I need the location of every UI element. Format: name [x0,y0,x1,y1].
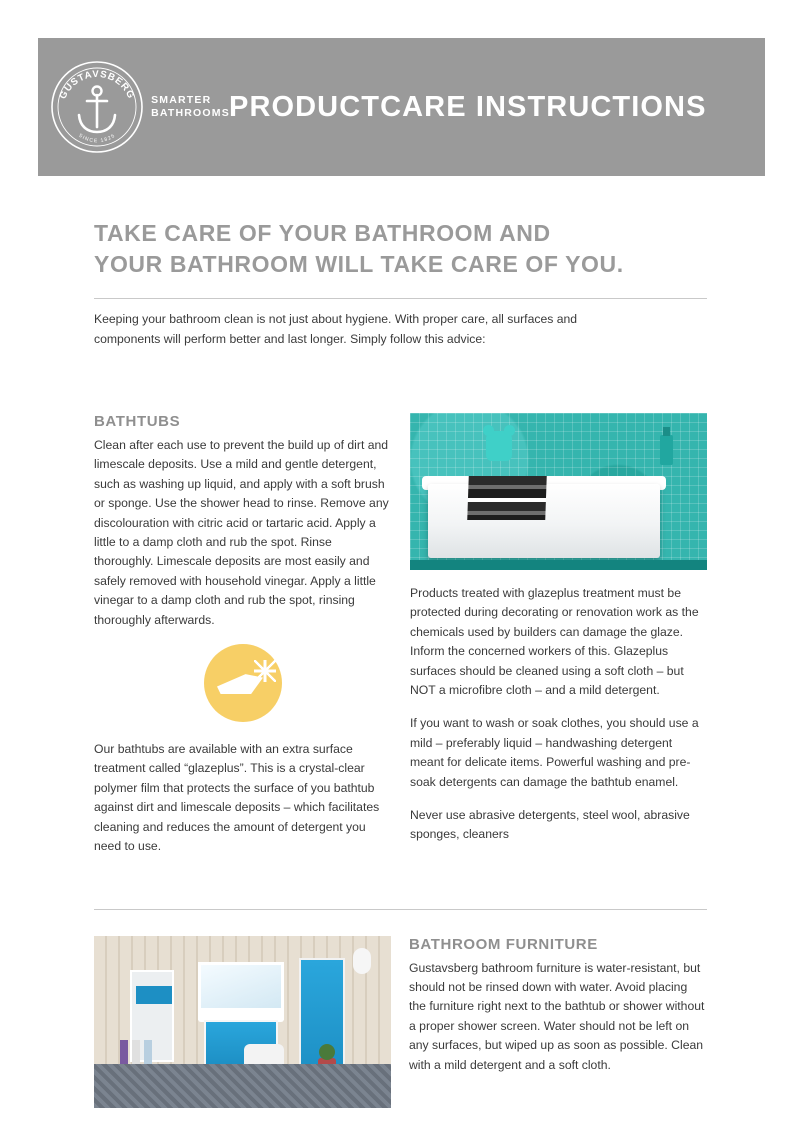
headline-line1: TAKE CARE OF YOUR BATHROOM AND [94,220,551,246]
bathroom-furniture-photo [94,936,391,1108]
headline-line2: YOUR BATHROOM WILL TAKE CARE OF YOU. [94,251,624,277]
bottle-decor [660,435,673,465]
furniture-floor [94,1064,391,1108]
brand-tagline-line2: BATHROOMS [151,107,230,119]
furniture-title: BATHROOM FURNITURE [409,935,598,953]
bathtub-photo [410,413,707,570]
divider-bottom [94,909,707,910]
brand-tagline [151,94,230,120]
anchor-logo-icon [49,59,145,155]
furniture-text-block [409,936,707,1108]
toy-decor [486,431,512,461]
brand-logo [38,59,230,155]
bathtubs-right-paragraph-1: Products treated with glazeplus treatment must be protected during decorating or renovation work as the chemicals used by builders can damage the glaze. Inform the concerned workers of this. Glazeplus surfaces should be cleaned using a soft cloth – but NOT a microfibre cloth – and a mild detergent. [410,586,699,698]
floor-strip [410,560,707,570]
glazeplus-shine-icon [204,644,282,722]
bathtubs-right-paragraph-3: Never use abrasive detergents, steel wool, abrasive sponges, cleaners [410,808,690,842]
towel-decor [467,476,547,520]
header-bar [38,38,765,176]
bathtubs-right-column [410,413,707,871]
document-body [94,218,707,1108]
svg-text:GUSTAVSBERG: GUSTAVSBERG [57,68,137,102]
bathtubs-title: BATHTUBS [94,413,181,430]
svg-text:SINCE 1825: SINCE 1825 [77,132,117,145]
bathtubs-right-paragraph-2: If you want to wash or soak clothes, you should use a mild – preferably liquid – handwashing detergent meant for delicate items. Powerful washing and pre-soak detergents can damage the bathtub enamel. [410,716,699,789]
bathtubs-paragraph-2: Our bathtubs are available with an extra surface treatment called “glazeplus”. This is a crystal-clear polymer film that protects the surface of you bathtub against dirt and limescale deposits – which facilitates cleaning and reduces the amount of detergent you need to use. [94,742,380,854]
furniture-paragraph: Gustavsberg bathroom furniture is water-resistant, but should not be rinsed down with water. Avoid placing the furniture right next to the bathtub or shower without a proper shower screen. Water should not be left on any surfaces, but wiped up as soon as possible. Clean with a mild detergent and a soft cloth. [409,960,705,1072]
furniture-lamp [353,948,371,974]
bathtubs-section [94,413,707,871]
shine-sparkle [254,660,276,682]
page-title: PRODUCTCARE INSTRUCTIONS [229,90,707,123]
furniture-bottles [120,1040,162,1066]
bathtubs-paragraph-1: Clean after each use to prevent the build up of dirt and limescale deposits. Use a mild and gentle detergent, such as washing up liquid, and apply with a soft brush or sponge. Use the shower head to rinse. Remove any discolouration with citric acid or tartaric acid. Apply a little to a damp cloth and rub the spot. Rinse thoroughly. Limescale deposits are most easily and safely removed with household vinegar. Apply a little vinegar to a damp cloth and rub the spot, rinsing thoroughly afterwards. [94,438,389,627]
divider-top [94,298,707,299]
brand-tagline-line1: SMARTER [151,94,212,106]
intro-paragraph: Keeping your bathroom clean is not just about hygiene. With proper care, all surfaces and components will perform better and last longer. Simply follow this advice: [94,312,578,346]
bathtubs-left-column [94,413,392,871]
furniture-section [94,936,707,1108]
headline [94,218,707,280]
